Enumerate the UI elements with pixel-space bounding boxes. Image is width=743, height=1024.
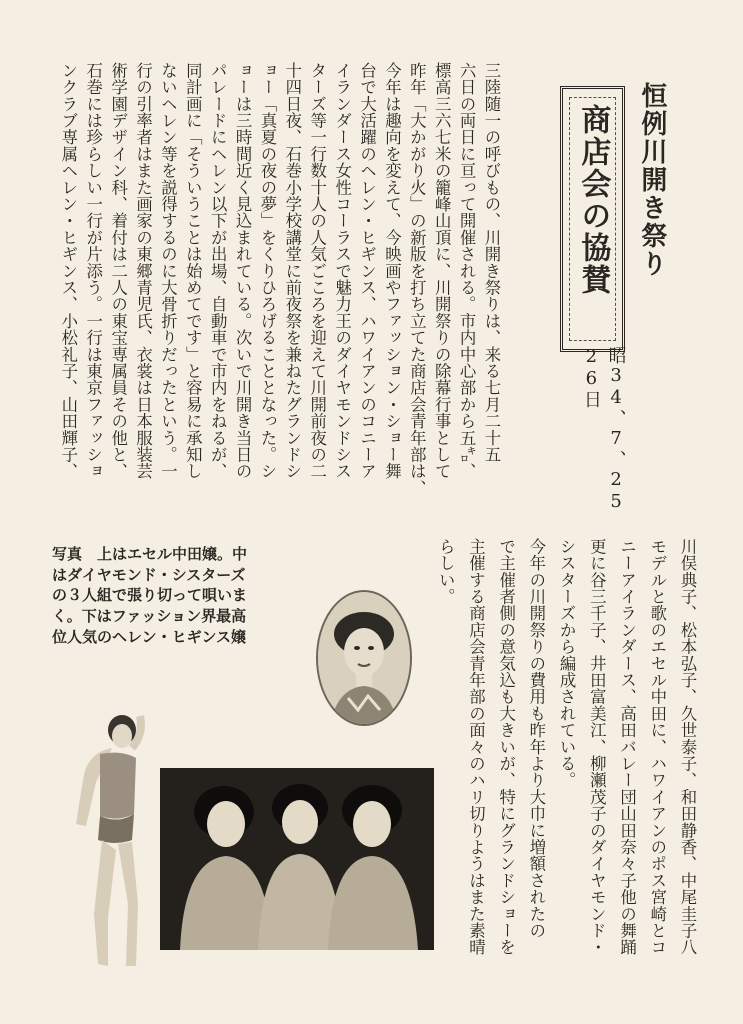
trio-svg	[160, 768, 434, 950]
lower-body-line: 川俣典子、松本弘子、久世泰子、和田静香、中尾圭子八	[677, 538, 697, 956]
caption-line: 位人気のヘレン・ヒギンス嬢	[52, 627, 247, 646]
lower-body-line: ニーアイランダース、高田バレー団山田奈々子他の舞踊	[617, 538, 637, 956]
upper-body-line: 術学園デザイン科、着付は二人の東宝専属員その他と、	[108, 62, 128, 480]
upper-body-line: 昨年「大かがり火」の新版を打ち立てた商店会青年部は、	[407, 62, 427, 497]
upper-body-line: 今年は趣向を変えて、今映画やファッション・ショー舞	[382, 62, 402, 480]
lower-body-line: 更に谷三千子、井田富美江、柳瀬茂子のダイヤモンド・	[587, 538, 607, 956]
caption-line: 写真 上はエセル中田嬢。中	[52, 545, 248, 563]
upper-body-line: 標高三六七米の籠峰山頂に、川開祭りの除幕行事として	[432, 62, 452, 480]
lower-body-line: で主催者側の意気込も大きいが、特にグランドショーを	[496, 538, 516, 956]
photo-caption	[52, 544, 297, 647]
upper-body-line: 三陸随一の呼びもの、川開き祭りは、来る七月二十五	[481, 62, 501, 463]
upper-body-line: 十四日夜、石巻小学校講堂に前夜祭を兼ねたグランドシ	[282, 62, 302, 480]
lower-body-line: シスターズから編成されている。	[557, 538, 577, 789]
lower-body-line: 今年の川開祭りの費用も昨年より大巾に増額されたの	[526, 538, 546, 939]
upper-body-line: 石巻には珍らしい一行が片添う。一行は東京ファッショ	[83, 62, 103, 480]
subtitle: 商店会の協賛	[575, 104, 611, 296]
portrait-photo-oval	[316, 590, 412, 726]
portrait-oval-svg	[318, 592, 410, 724]
article-body-upper	[54, 62, 502, 512]
upper-body-line: ないヘレン等を説得するのに大骨折りだったという。一	[158, 62, 178, 480]
dateline: 昭34、7、25 26日	[580, 346, 627, 513]
standing-model-svg	[40, 704, 150, 976]
upper-body-line: 行の引率者はまた画家の東郷青児氏、衣裳は日本服装芸	[133, 62, 153, 480]
caption-line: く。下はファッション界最高	[52, 607, 247, 626]
trio-photo	[160, 768, 434, 950]
upper-body-line: ョー「真夏の夜の夢」をくりひろげることとなった。シ	[257, 62, 277, 480]
lower-body-line: 主催する商店会青年部の面々のハリ切りようはまた素晴	[466, 538, 486, 956]
upper-body-line: 六日の両日に亘って開催される。市内中心部から五㌔、	[457, 62, 477, 480]
caption-line: はダイヤモンド・シスターズ	[52, 565, 246, 584]
upper-body-line: イランダース女性コーラスで魅力王のダイヤモンドシス	[332, 62, 352, 480]
caption-line: の３人組で張り切って唄いま	[52, 586, 248, 605]
subtitle-box	[560, 86, 625, 352]
upper-body-line: 台で大活躍のヘレン・ヒギンス、ハワイアンのコニーア	[357, 62, 377, 480]
upper-body-line: パレードにヘレン以下が出場、自動車で市内をねるが、	[208, 62, 228, 480]
upper-body-line: ョーは三時間近く見込まれている。次いで川開き当日の	[233, 62, 253, 480]
upper-body-line: 同計画に「そういうことは始めてです」と容易に承知し	[183, 62, 203, 480]
upper-body-line: ターズ等一行数十人の人気ごころを迎えて川開前夜の二	[307, 62, 327, 480]
article-body-lower	[426, 538, 698, 996]
upper-body-line: ンクラブ専属ヘレン・ヒギンス、小松礼子、山田輝子、	[58, 62, 78, 480]
lower-body-line: らしい。	[436, 538, 456, 605]
headline: 恒例川開き祭り	[636, 82, 667, 278]
lower-body-line: モデルと歌のエセル中田に、ハワイアンのポス宮崎とコ	[647, 538, 667, 956]
standing-model-photo	[40, 704, 150, 976]
